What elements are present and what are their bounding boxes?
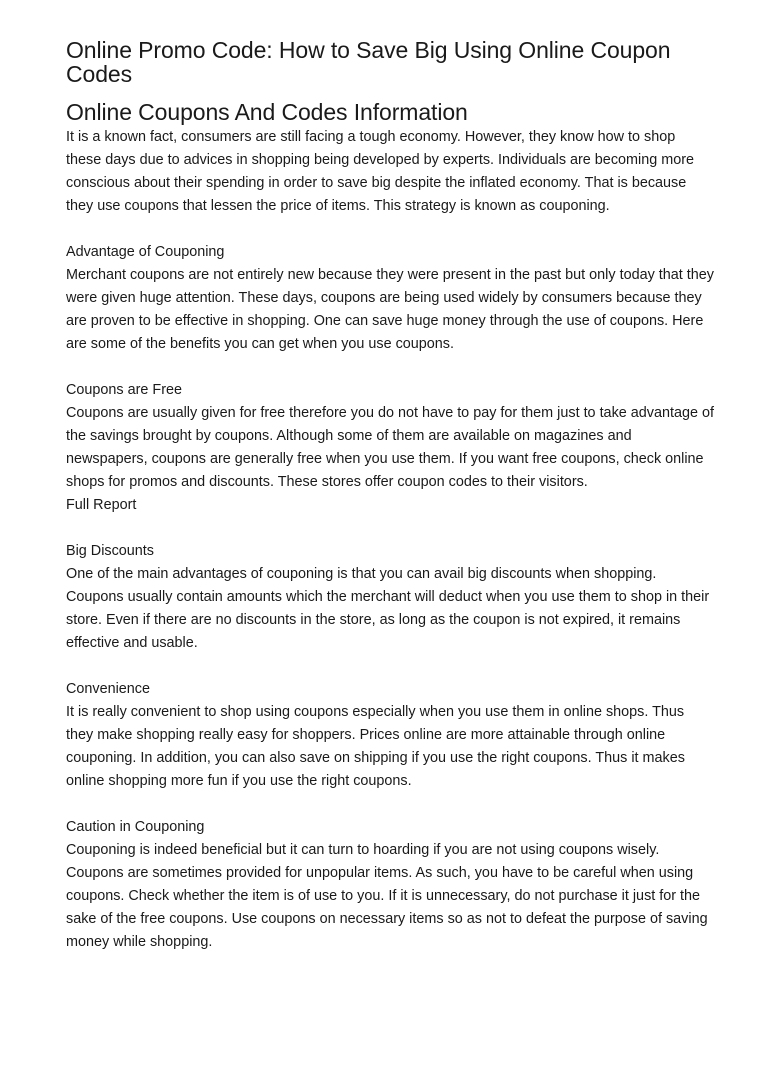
intro-paragraph: It is a known fact, consumers are still facing a tough economy. However, they know how to shop these days due to advices in shopping being developed by experts. Individuals are becoming more conscious about their spending in order to save big despite the inflated economy. That is because they use coupons that lessen the price of items. This strategy is known as couponing. <box>66 129 694 214</box>
full-report-link[interactable]: Full Report <box>66 497 137 513</box>
section-heading: Caution in Couponing <box>66 819 205 835</box>
section-body: One of the main advantages of couponing is that you can avail big discounts when shopping. Coupons usually contain amounts which the merchant will deduct when you use them to shop in their store. Even if there are no discounts in the store, as long as the coupon is not expired, it remains effective and usable. <box>66 566 710 651</box>
section-big-discounts <box>66 540 714 655</box>
section-caution <box>66 816 714 954</box>
section-heading: Advantage of Couponing <box>66 244 225 260</box>
section-body: Coupons are usually given for free therefore you do not have to pay for them just to take advantage of the savings brought by coupons. Although some of them are available on magazines and newspapers, coupons are generally free when you use them. If you want free coupons, check online shops for promos and discounts. These stores offer coupon codes to their visitors. <box>66 405 714 490</box>
document-page <box>66 38 714 954</box>
section-coupons-free <box>66 379 714 517</box>
section-heading: Convenience <box>66 681 151 697</box>
section-body: Merchant coupons are not entirely new because they were present in the past but only today that they were given huge attention. These days, coupons are being used widely by consumers because they are proven to be effective in shopping. One can save huge money through the use of coupons. Here are some of the benefits you can get when you use coupons. <box>66 267 714 352</box>
section-advantage <box>66 241 714 356</box>
section-heading: Coupons are Free <box>66 382 182 398</box>
document-title: Online Promo Code: How to Save Big Using Online Coupon Codes <box>66 37 671 87</box>
section-body: It is really convenient to shop using coupons especially when you use them in online shops. Thus they make shopping really easy for shoppers. Prices online are more attainable through online couponing. In addition, you can also save on shipping if you use the right coupons. Thus it makes online shopping more fun if you use the right coupons. <box>66 704 685 789</box>
section-convenience <box>66 678 714 793</box>
section-body: Couponing is indeed beneficial but it can turn to hoarding if you are not using coupons wisely. Coupons are sometimes provided for unpopular items. As such, you have to be careful when using coupons. Check whether the item is of use to you. If it is unnecessary, do not purchase it just for the sake of the free coupons. Use coupons on necessary items so as not to defeat the purpose of saving money while shopping. <box>66 842 708 950</box>
document-subtitle: Online Coupons And Codes Information <box>66 99 468 125</box>
section-heading: Big Discounts <box>66 543 154 559</box>
